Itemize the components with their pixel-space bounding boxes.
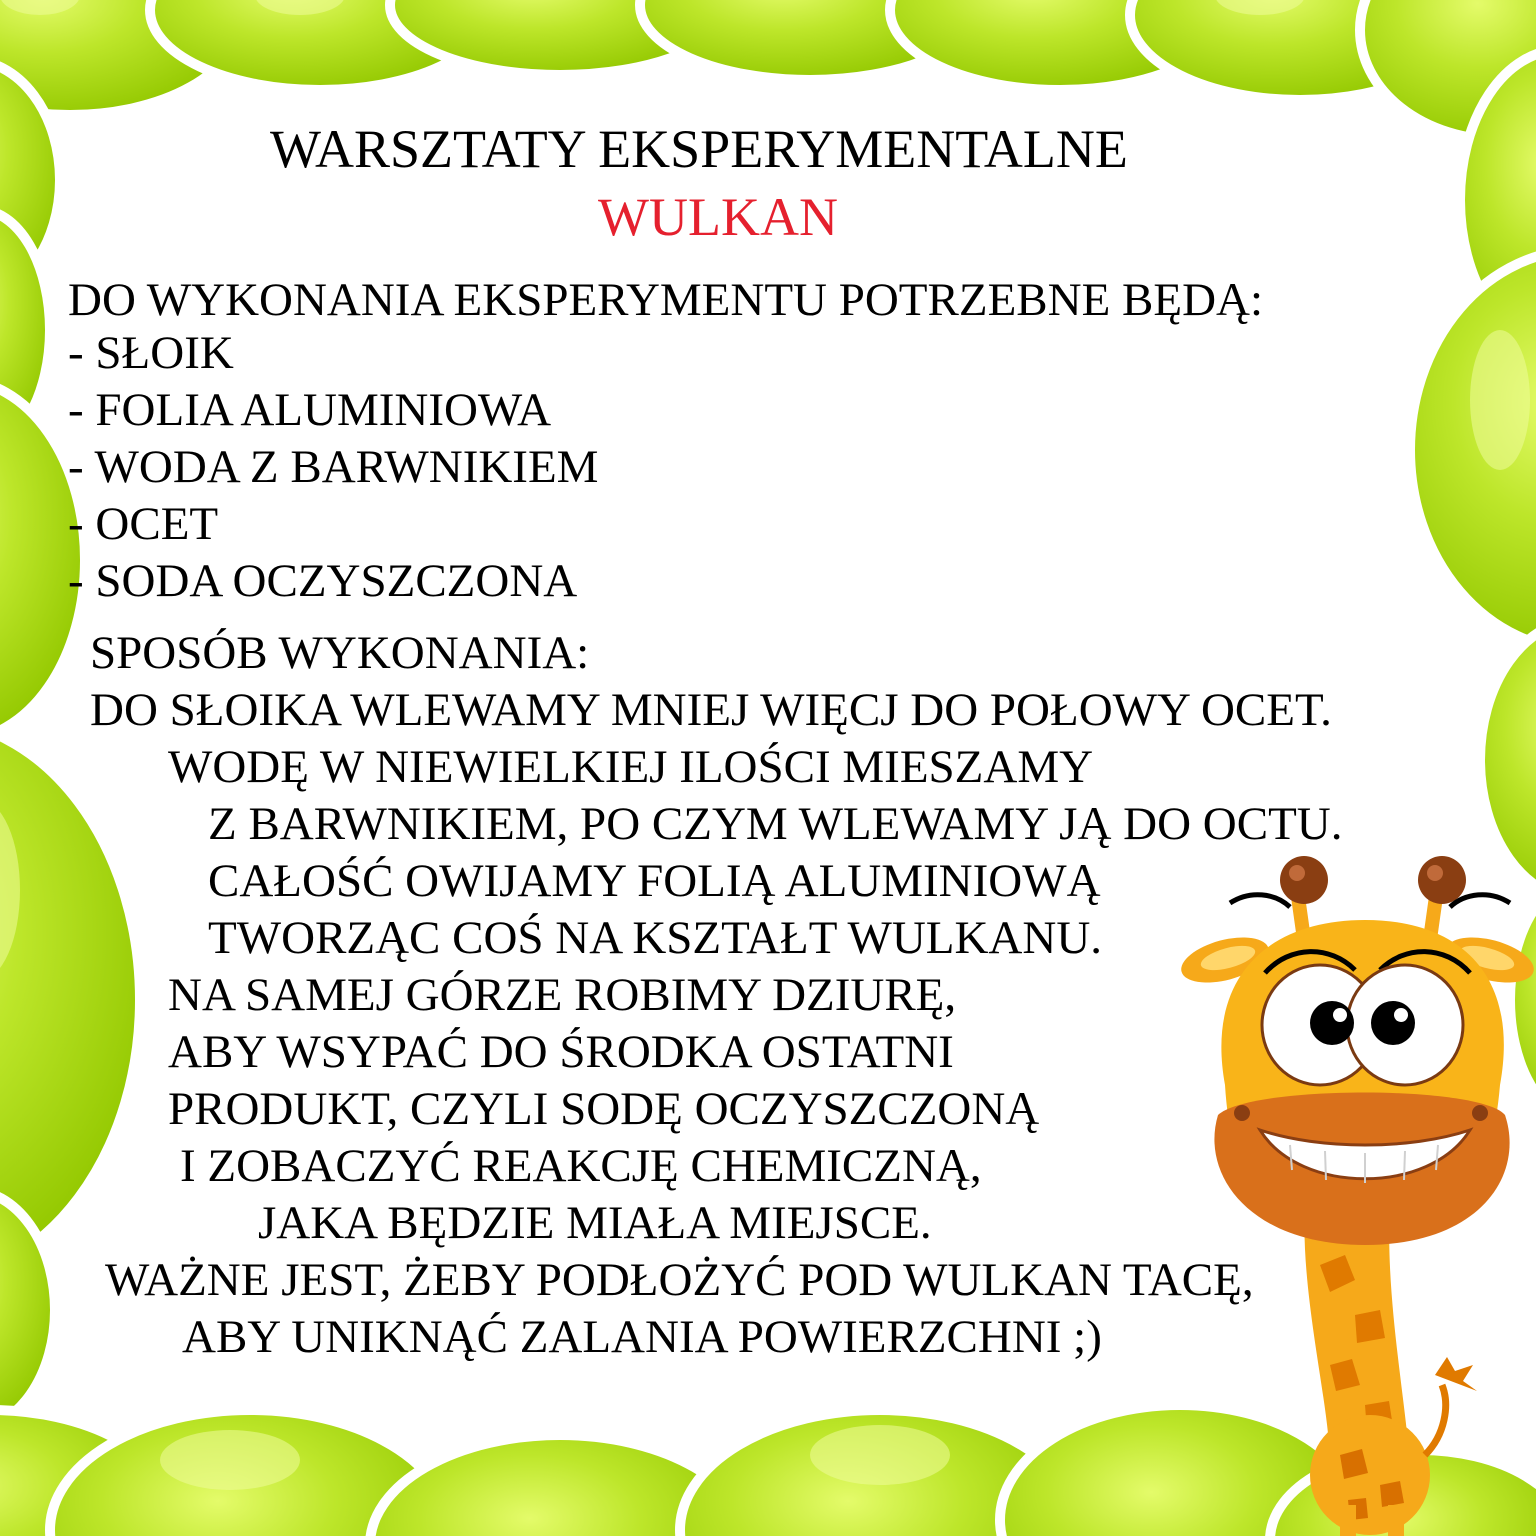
- method-heading: SPOSÓB WYKONANIA:: [90, 627, 590, 679]
- method-line: WAŻNE JEST, ŻEBY PODŁOŻYĆ POD WULKAN TACĘ,: [105, 1254, 1254, 1306]
- method-line: I ZOBACZYĆ REAKCJĘ CHEMICZNĄ,: [180, 1140, 982, 1192]
- method-line: Z BARWNIKIEM, PO CZYM WLEWAMY JĄ DO OCTU.: [208, 798, 1343, 850]
- ingredient-item: - FOLIA ALUMINIOWA: [68, 384, 552, 436]
- method-line: CAŁOŚĆ OWIJAMY FOLIĄ ALUMINIOWĄ: [208, 855, 1101, 907]
- method-line: WODĘ W NIEWIELKIEJ ILOŚCI MIESZAMY: [168, 741, 1094, 793]
- giraffe-icon: [1180, 845, 1536, 1536]
- method-line: NA SAMEJ GÓRZE ROBIMY DZIURĘ,: [168, 969, 957, 1021]
- ingredient-item: - OCET: [68, 498, 219, 550]
- ingredients-heading: DO WYKONANIA EKSPERYMENTU POTRZEBNE BĘDĄ:: [68, 274, 1264, 326]
- method-line: PRODUKT, CZYLI SODĘ OCZYSZCZONĄ: [168, 1083, 1040, 1135]
- method-line: TWORZĄC COŚ NA KSZTAŁT WULKANU.: [208, 912, 1103, 964]
- ingredient-item: - SODA OCZYSZCZONA: [68, 555, 578, 607]
- ingredient-item: - SŁOIK: [68, 327, 234, 379]
- method-line: ABY UNIKNĄĆ ZALANIA POWIERZCHNI ;): [182, 1311, 1102, 1363]
- poster-subtitle: WULKAN: [598, 187, 838, 247]
- ingredient-item: - WODA Z BARWNIKIEM: [68, 441, 599, 493]
- method-line: JAKA BĘDZIE MIAŁA MIEJSCE.: [258, 1197, 932, 1249]
- poster-title: WARSZTATY EKSPERYMENTALNE: [270, 119, 1128, 179]
- method-line: DO SŁOIKA WLEWAMY MNIEJ WIĘCJ DO POŁOWY OCET.: [90, 684, 1332, 736]
- method-line: ABY WSYPAĆ DO ŚRODKA OSTATNI: [168, 1026, 954, 1078]
